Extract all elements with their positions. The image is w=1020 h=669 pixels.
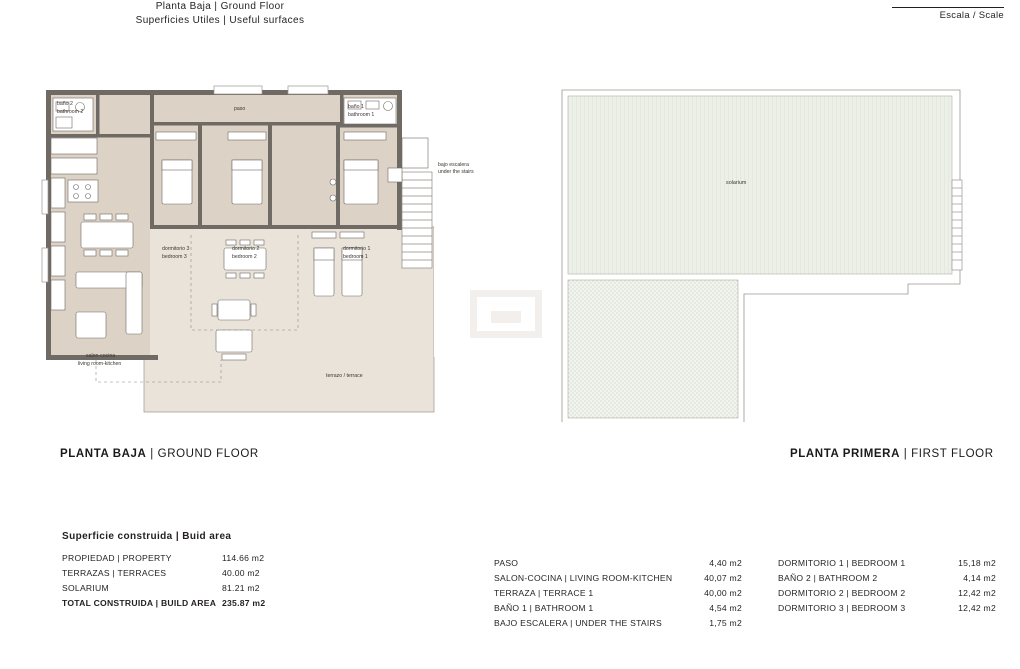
ground-floor-plan bbox=[36, 72, 496, 422]
table-row bbox=[778, 586, 1018, 601]
first-floor-plan bbox=[548, 72, 992, 422]
useful-row-label: BAÑO 1 | BATHROOM 1 bbox=[494, 603, 594, 613]
ground-floor-title-bold: PLANTA BAJA bbox=[60, 448, 147, 460]
table-row bbox=[494, 571, 754, 586]
room-label-under-stairs: under the stairs bbox=[438, 169, 474, 175]
table-row bbox=[494, 601, 754, 616]
ground-floor-title-sep: | bbox=[150, 448, 154, 460]
useful-row-value: 40,00 m2 bbox=[704, 588, 742, 598]
watermark-logo bbox=[470, 290, 542, 338]
room-label-bajo-escalera: bajo escalera bbox=[438, 162, 469, 168]
table-row bbox=[62, 581, 332, 596]
room-label-dormitorio-3: dormitorio 3 bbox=[162, 246, 190, 252]
useful-row-label: BAJO ESCALERA | UNDER THE STAIRS bbox=[494, 618, 662, 628]
useful-row-value: 15,18 m2 bbox=[958, 558, 996, 568]
room-label-terraza: terrazo / terrace bbox=[326, 373, 363, 379]
room-label-dormitorio-2: dormitorio 2 bbox=[232, 246, 260, 252]
room-label-solarium: solarium bbox=[726, 180, 747, 186]
useful-row-value: 12,42 m2 bbox=[958, 603, 996, 613]
ground-floor-title bbox=[60, 448, 259, 460]
useful-row-label: TERRAZA | TERRACE 1 bbox=[494, 588, 594, 598]
useful-row-label: DORMITORIO 3 | BEDROOM 3 bbox=[778, 603, 906, 613]
room-label-paso: paso bbox=[234, 106, 246, 112]
scale-rule bbox=[892, 7, 1004, 8]
room-label-bano-1: baño 1 bbox=[348, 104, 364, 110]
table-row bbox=[62, 566, 332, 581]
useful-row-value: 4,14 m2 bbox=[963, 573, 996, 583]
built-row-label: TOTAL CONSTRUIDA | BUILD AREA bbox=[62, 598, 217, 608]
useful-row-label: BAÑO 2 | BATHROOM 2 bbox=[778, 573, 878, 583]
room-label-living-room-kitchen: living room-kitchen bbox=[78, 361, 122, 367]
built-row-value: 81.21 m2 bbox=[222, 583, 260, 593]
useful-surfaces-left-table bbox=[494, 556, 754, 631]
useful-row-value: 40,07 m2 bbox=[704, 573, 742, 583]
room-label-bedroom-3: bedroom 3 bbox=[162, 254, 187, 260]
useful-surfaces-right-table bbox=[778, 556, 1018, 616]
useful-row-label: DORMITORIO 1 | BEDROOM 1 bbox=[778, 558, 906, 568]
room-label-bathroom-2: bathroom 2 bbox=[57, 109, 84, 115]
built-area-header: Superficie construida | Buid area bbox=[62, 531, 232, 542]
useful-row-label: SALON-COCINA | LIVING ROOM-KITCHEN bbox=[494, 573, 673, 583]
built-row-value: 114.66 m2 bbox=[222, 553, 265, 563]
first-floor-title-light: FIRST FLOOR bbox=[911, 448, 994, 460]
useful-row-value: 12,42 m2 bbox=[958, 588, 996, 598]
first-floor-title bbox=[790, 448, 994, 460]
built-row-value: 235.87 m2 bbox=[222, 598, 266, 608]
useful-row-value: 1,75 m2 bbox=[709, 618, 742, 628]
room-label-bedroom-2: bedroom 2 bbox=[232, 254, 257, 260]
useful-row-label: DORMITORIO 2 | BEDROOM 2 bbox=[778, 588, 906, 598]
ground-floor-title-light: GROUND FLOOR bbox=[157, 448, 259, 460]
built-row-label: SOLARIUM bbox=[62, 583, 109, 593]
table-row bbox=[494, 556, 754, 571]
scale-label: Escala / Scale bbox=[939, 10, 1004, 21]
table-row-total bbox=[62, 596, 332, 611]
built-row-value: 40.00 m2 bbox=[222, 568, 260, 578]
useful-row-value: 4,40 m2 bbox=[709, 558, 742, 568]
built-row-label: PROPIEDAD | PROPERTY bbox=[62, 553, 172, 563]
useful-surfaces-header bbox=[0, 0, 440, 28]
useful-header-line2: Superficies Utiles | Useful surfaces bbox=[135, 15, 305, 26]
useful-row-value: 4,54 m2 bbox=[709, 603, 742, 613]
table-row bbox=[494, 616, 754, 631]
room-label-bathroom-1: bathroom 1 bbox=[348, 112, 375, 118]
built-area-table bbox=[62, 531, 332, 611]
built-row-label: TERRAZAS | TERRACES bbox=[62, 568, 167, 578]
table-row bbox=[778, 571, 1018, 586]
room-label-bedroom-1: bedroom 1 bbox=[343, 254, 368, 260]
table-row bbox=[494, 586, 754, 601]
room-label-salon-cocina: salon-cocina bbox=[86, 353, 116, 359]
first-floor-title-sep: | bbox=[903, 448, 908, 460]
table-row bbox=[778, 601, 1018, 616]
first-floor-title-bold: PLANTA PRIMERA bbox=[790, 448, 900, 460]
room-label-bano-2: baño 2 bbox=[57, 101, 73, 107]
useful-row-label: PASO bbox=[494, 558, 519, 568]
room-label-dormitorio-1: dormitorio 1 bbox=[343, 246, 371, 252]
useful-header-line1: Planta Baja | Ground Floor bbox=[155, 1, 285, 12]
table-row bbox=[778, 556, 1018, 571]
table-row bbox=[62, 551, 332, 566]
